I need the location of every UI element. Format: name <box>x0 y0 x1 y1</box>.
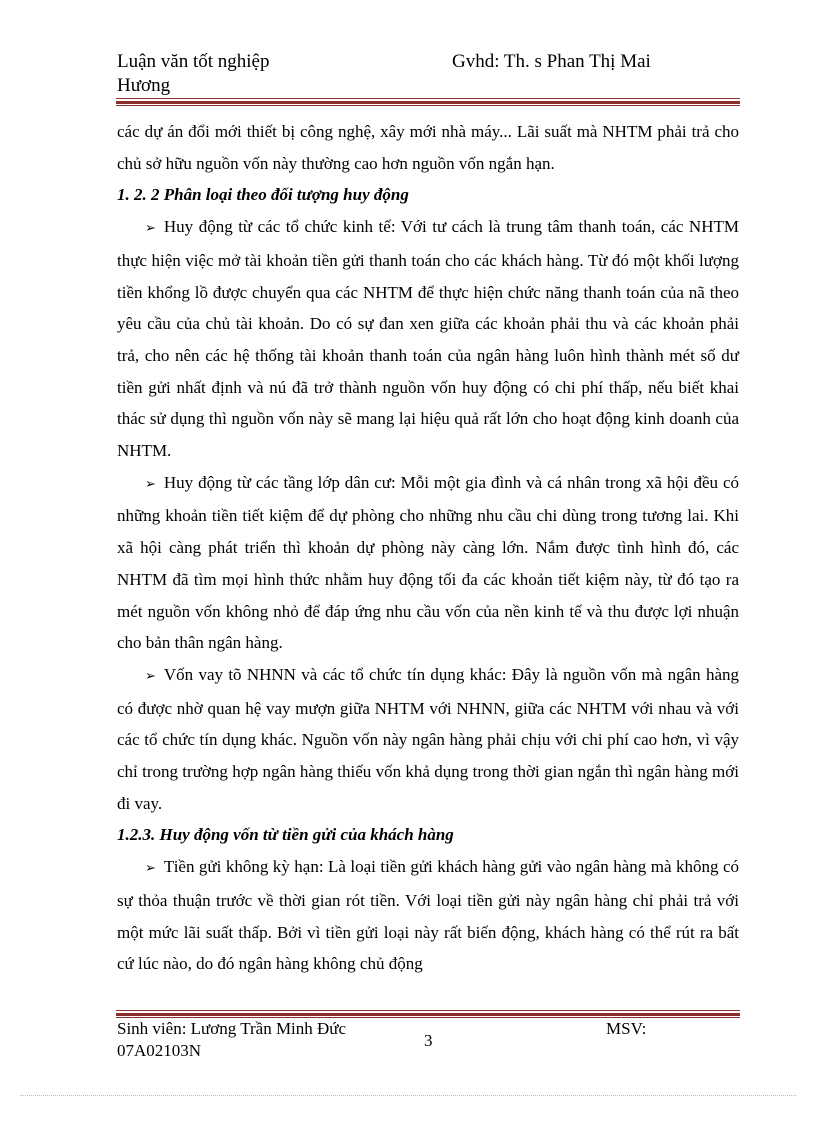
bullet-text: Huy động từ các tầng lớp dân cư: Mỗi một gia đình và cá nhân trong xã hội đều có những khoản tiền tiết kiệm để dự phòng cho những nhu cầu chi dùng trong tương lai. Khi xã hội càng phát triển thì khoản dự phòng này càng lớn. Nắm được tình hình đó, các NHTM đã tìm mọi hình thức nhằm huy động tối đa các khoản tiết kiệm này, từ đó tạo ra mét nguồn vốn không nhỏ để đáp ứng nhu cầu vốn của nền kinh tế và thu được lợi nhuận cho bản thân ngân hàng. <box>117 472 739 653</box>
bullet-paragraph <box>117 211 739 467</box>
arrow-bullet-icon: ➢ <box>145 476 156 492</box>
paragraph-continued: các dự án đổi mới thiết bị công nghệ, xây mới nhà máy... Lãi suất mà NHTM phải trả cho chủ sở hữu nguồn vốn này thường cao hơn nguồn vốn ngắn hạn. <box>117 122 739 173</box>
bullet-text: Huy động từ các tổ chức kinh tế: Với tư cách là trung tâm thanh toán, các NHTM thực hiện việc mở tài khoản tiền gửi thanh toán cho các khách hàng. Từ đó một khối lượng tiền khổng lồ được chuyển qua các NHTM để thực hiện chức năng thanh toán của nã theo yêu cầu của chủ tài khoản. Do có sự đan xen giữa các khoản phải thu và các khoản phải trả, cho nên các hệ thống tài khoản thanh toán của ngân hàng luôn hình thành mét số dư tiền gửi nhất định và nú đã trở thành nguồn vốn huy động có chi phí thấp, nếu biết khai thác sử dụng thì nguồn vốn này sẽ mang lại hiệu quả rất lớn cho hoạt động kinh doanh của NHTM. <box>117 217 739 461</box>
header-rule-thin-bottom <box>116 105 740 106</box>
bullet-paragraph <box>117 851 739 980</box>
bullet-paragraph <box>117 659 739 820</box>
page-break-divider <box>20 1095 796 1096</box>
bullet-text: Vốn vay tõ NHNN và các tổ chức tín dụng khác: Đây là nguồn vốn mà ngân hàng có được nhờ quan hệ vay mượn giữa NHTM với NHNN, giữa các NHTM với nhau và với các tổ chức tín dụng khác. Nguồn vốn này ngân hàng phải chịu với chi phí cao hơn, vì vậy chỉ trong trường hợp ngân hàng thiếu vốn khả dụng trong thời gian ngắn thì ngân hàng mới đi vay. <box>117 664 739 813</box>
section-heading-1-2-3: 1.2.3. Huy động vốn từ tiền gửi của khách hàng <box>117 825 454 845</box>
header-advisor: Gvhd: Th. s Phan Thị Mai <box>452 51 651 72</box>
footer-student-name: Sinh viên: Lương Trần Minh Đức <box>117 1019 347 1038</box>
header-advisor-continued: Hương <box>117 75 171 96</box>
document-body <box>117 116 739 980</box>
footer-student-id-label: MSV: <box>606 1019 647 1038</box>
section-heading-1-2-2: 1. 2. 2 Phân loại theo đối tượng huy động <box>117 185 409 205</box>
header-rule-thin-top <box>116 98 740 99</box>
arrow-bullet-icon: ➢ <box>145 668 156 684</box>
arrow-bullet-icon: ➢ <box>145 861 156 877</box>
arrow-bullet-icon: ➢ <box>145 221 156 237</box>
footer-rule-thin-top <box>116 1010 740 1011</box>
header-rule-thick <box>116 101 740 104</box>
header-thesis-title: Luận văn tốt nghiệp <box>117 51 270 72</box>
footer-rule-thick <box>116 1013 740 1016</box>
bullet-paragraph <box>117 467 739 659</box>
page-number: 3 <box>424 1031 433 1050</box>
footer-student-id: 07A02103N <box>117 1041 202 1060</box>
bullet-text: Tiền gửi không kỳ hạn: Là loại tiền gửi khách hàng gửi vào ngân hàng mà không có sự thỏa thuận trước về thời gian rót tiền. Với loại tiền gửi này ngân hàng chỉ phải trả với một mức lãi suất thấp. Bởi vì tiền gửi loại này rất biến động, khách hàng có thể rút ra bất cứ lúc nào, do đó ngân hàng không chủ động <box>117 857 739 974</box>
